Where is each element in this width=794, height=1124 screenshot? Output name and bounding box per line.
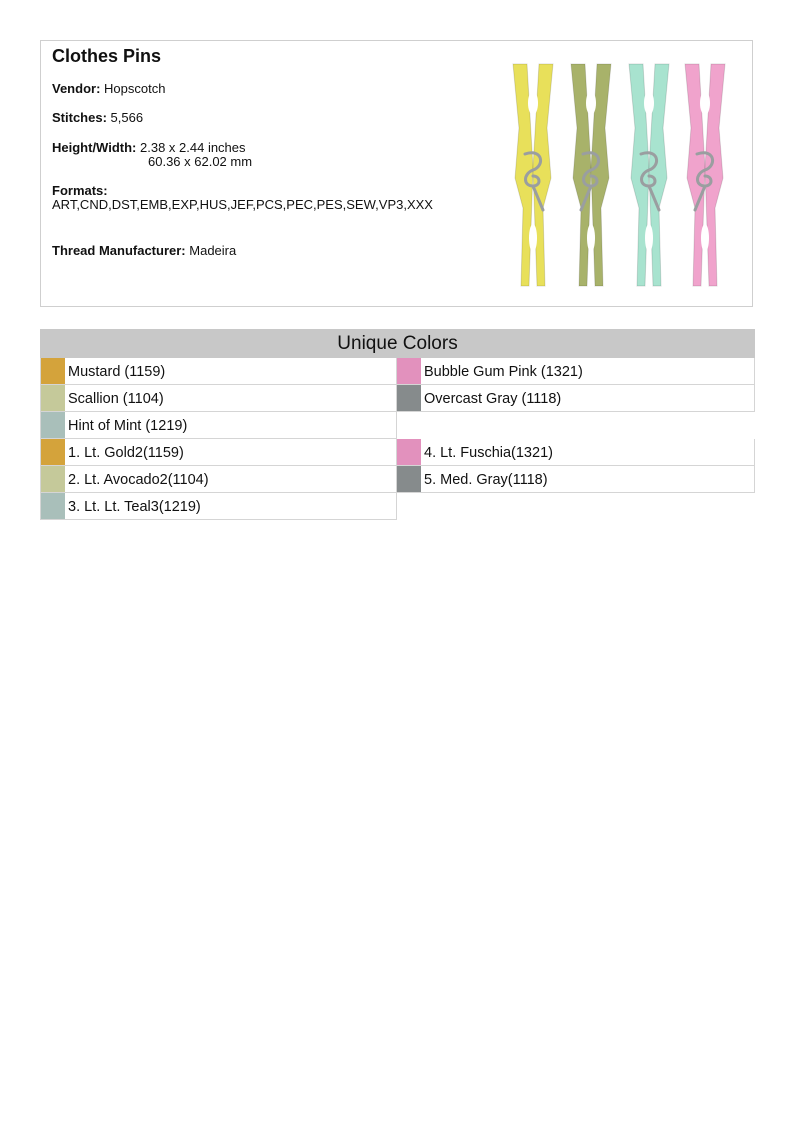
formats-label: Formats: xyxy=(52,183,108,198)
thread-manufacturer-value: Madeira xyxy=(189,243,237,258)
color-name: 4. Lt. Fuschia(1321) xyxy=(424,445,553,461)
color-name: Overcast Gray (1118) xyxy=(424,391,562,407)
color-name: 3. Lt. Lt. Teal3(1219) xyxy=(68,499,201,515)
color-row xyxy=(40,385,397,412)
pink-clothes-pin xyxy=(685,64,725,286)
color-swatch xyxy=(397,466,421,492)
height-width-mm: 60.36 x 62.02 mm xyxy=(148,154,253,169)
yellow-clothes-pin xyxy=(513,64,553,286)
formats-value: ART,CND,DST,EMB,EXP,HUS,JEF,PCS,PEC,PES,SEW,VP3,XXX xyxy=(52,197,433,212)
design-title: Clothes Pins xyxy=(52,46,162,66)
color-row xyxy=(397,466,755,493)
green-clothes-pin xyxy=(571,64,611,286)
color-row xyxy=(397,439,755,466)
color-swatch xyxy=(41,493,65,519)
thread-manufacturer-field xyxy=(52,243,236,258)
vendor-label: Vendor: xyxy=(52,81,101,96)
color-swatch xyxy=(397,385,421,411)
color-name: Scallion (1104) xyxy=(68,391,164,407)
height-width-label: Height/Width: xyxy=(52,140,137,155)
color-row xyxy=(397,358,755,385)
color-row xyxy=(397,385,755,412)
color-row xyxy=(40,358,397,385)
color-swatch xyxy=(41,385,65,411)
color-name: Mustard (1159) xyxy=(68,364,166,380)
stitches-field xyxy=(52,110,143,125)
clothes-pins-design-preview xyxy=(499,58,739,293)
color-swatch xyxy=(397,439,421,465)
mint-clothes-pin xyxy=(629,64,669,286)
height-width-inches: 2.38 x 2.44 inches xyxy=(140,140,246,155)
height-width-field xyxy=(52,140,253,169)
color-swatch xyxy=(41,439,65,465)
color-name: Bubble Gum Pink (1321) xyxy=(424,364,583,380)
color-name: 2. Lt. Avocado2(1104) xyxy=(68,472,209,488)
color-name: 1. Lt. Gold2(1159) xyxy=(68,445,184,461)
unique-colors-header: Unique Colors xyxy=(40,329,755,358)
stitches-label: Stitches: xyxy=(52,110,107,125)
color-row xyxy=(40,493,397,520)
color-name: 5. Med. Gray(1118) xyxy=(424,472,548,488)
vendor-field xyxy=(52,81,165,96)
color-swatch xyxy=(41,466,65,492)
color-swatch xyxy=(41,358,65,384)
vendor-value: Hopscotch xyxy=(104,81,166,96)
thread-manufacturer-label: Thread Manufacturer: xyxy=(52,243,186,258)
color-swatch xyxy=(397,358,421,384)
stitches-value: 5,566 xyxy=(110,110,144,125)
color-row xyxy=(40,466,397,493)
color-row xyxy=(40,439,397,466)
color-name: Hint of Mint (1219) xyxy=(68,418,188,434)
color-row xyxy=(40,412,397,439)
design-info-card xyxy=(40,40,753,307)
color-swatch xyxy=(41,412,65,438)
